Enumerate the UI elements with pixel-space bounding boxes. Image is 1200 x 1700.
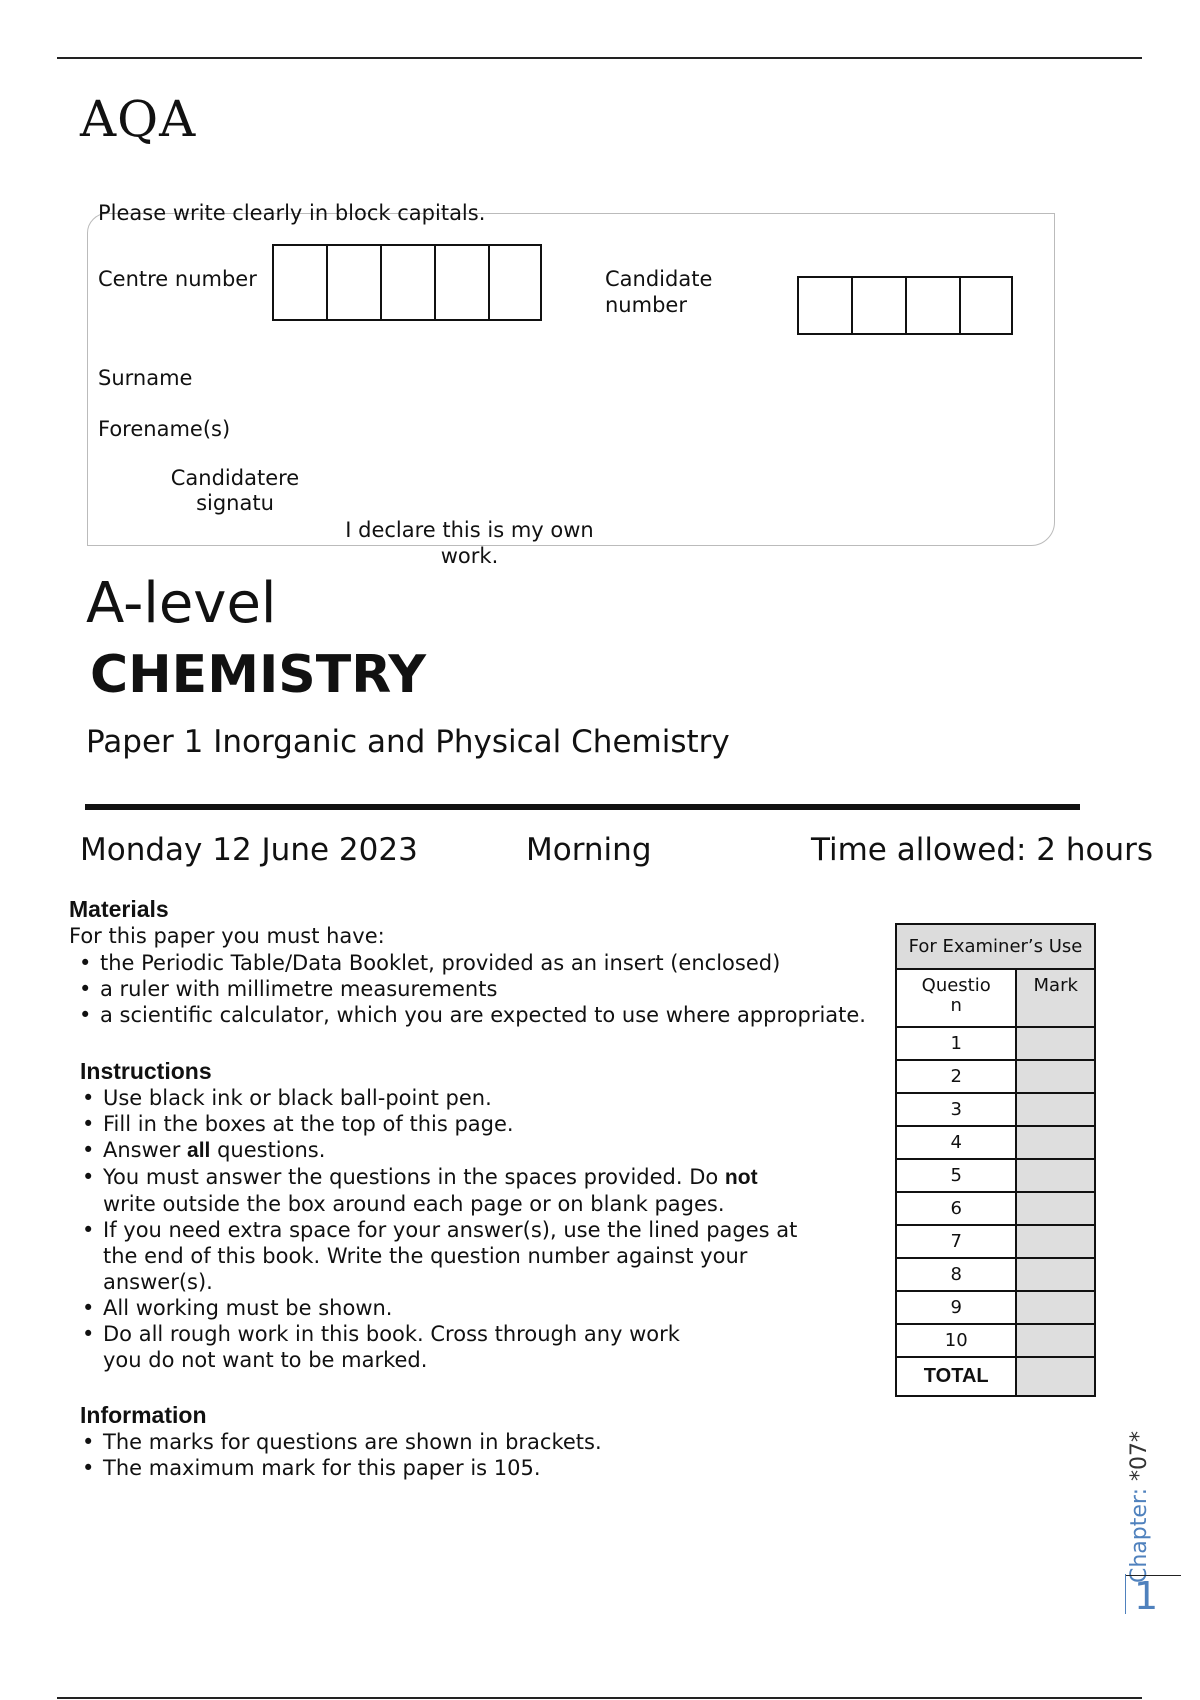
chapter-code: *07* (1127, 1431, 1152, 1489)
examiner-use-table (895, 923, 1096, 1397)
instruction-text: You must answer the questions in the spaces provided. Do (103, 1165, 725, 1189)
instruction-item: • Use black ink or black ball-point pen. (80, 1085, 880, 1111)
information-list (80, 1429, 880, 1481)
instruction-text: questions. (210, 1138, 326, 1162)
centre-number-digit-box[interactable] (380, 244, 434, 321)
information-item: • The maximum mark for this paper is 105. (80, 1455, 880, 1481)
mark-cell (1016, 1324, 1095, 1357)
centre-number-boxes (272, 244, 542, 321)
materials-list (77, 950, 929, 1028)
surname-label: Surname (98, 366, 193, 390)
candidate-number-digit-box[interactable] (797, 276, 851, 335)
instruction-text: the end of this book. Write the question number against your (103, 1244, 748, 1268)
information-heading: Information (80, 1402, 207, 1428)
total-label: TOTAL (896, 1357, 1016, 1396)
examiner-table-title: For Examiner’s Use (896, 924, 1095, 969)
instruction-item (80, 1164, 880, 1217)
candidate-number-digit-box[interactable] (851, 276, 905, 335)
materials-item: • the Periodic Table/Data Booklet, provided as an insert (enclosed) (77, 950, 929, 976)
declaration-text (332, 517, 607, 569)
chapter-tab-text (1127, 1431, 1152, 1583)
question-number: 9 (896, 1291, 1016, 1324)
candidate-number-label (605, 266, 712, 318)
information-section (80, 1402, 880, 1481)
question-number: 8 (896, 1258, 1016, 1291)
materials-heading: Materials (69, 896, 169, 922)
signature-label-line1: Candidatere (170, 466, 300, 490)
question-number: 7 (896, 1225, 1016, 1258)
mark-cell (1016, 1093, 1095, 1126)
instruction-text: you do not want to be marked. (103, 1348, 428, 1372)
top-rule (57, 57, 1142, 59)
centre-number-digit-box[interactable] (326, 244, 380, 321)
instruction-item (80, 1217, 880, 1295)
instruction-text: write outside the box around each page or on blank pages. (103, 1192, 725, 1216)
mark-cell (1016, 1291, 1095, 1324)
centre-number-digit-box[interactable] (272, 244, 326, 321)
mark-cell (1016, 1225, 1095, 1258)
question-number: 1 (896, 1027, 1016, 1060)
instructions-section (80, 1058, 880, 1373)
candidate-signature-label (155, 466, 315, 516)
materials-section (69, 896, 929, 1028)
centre-number-digit-box[interactable] (434, 244, 488, 321)
paper-title: Paper 1 Inorganic and Physical Chemistry (86, 724, 730, 760)
title-divider (85, 804, 1080, 810)
candidate-number-digit-box[interactable] (959, 276, 1013, 335)
mark-cell (1016, 1060, 1095, 1093)
question-number: 4 (896, 1126, 1016, 1159)
materials-intro: For this paper you must have: (69, 924, 385, 948)
instructions-heading: Instructions (80, 1058, 212, 1084)
centre-number-digit-box[interactable] (488, 244, 542, 321)
question-column-header (896, 969, 1016, 1027)
exam-session: Morning (526, 832, 652, 868)
total-mark-cell (1016, 1357, 1095, 1396)
mark-cell (1016, 1159, 1095, 1192)
declaration-line2: work. (440, 544, 499, 568)
centre-number-label: Centre number (98, 267, 257, 291)
subject-title: CHEMISTRY (90, 645, 427, 705)
aqa-logo: AQA (80, 90, 197, 148)
candidate-number-boxes (797, 276, 1013, 335)
chapter-label: Chapter: (1127, 1488, 1152, 1583)
signature-label-line2: signatu (196, 491, 274, 515)
declaration-line1: I declare this is my own (345, 518, 594, 542)
instruction-text: Answer (103, 1138, 188, 1162)
mark-column-header: Mark (1016, 969, 1095, 1027)
instruction-item: • All working must be shown. (80, 1295, 880, 1321)
instruction-emphasis: all (187, 1139, 211, 1162)
instruction-item (80, 1137, 880, 1164)
mark-cell (1016, 1192, 1095, 1225)
question-header-line2: n (950, 995, 962, 1016)
qualification-level: A-level (86, 571, 277, 636)
mark-cell (1016, 1126, 1095, 1159)
bottom-rule (57, 1697, 1142, 1699)
question-number: 2 (896, 1060, 1016, 1093)
question-number: 3 (896, 1093, 1016, 1126)
candidate-number-digit-box[interactable] (905, 276, 959, 335)
materials-item: • a scientific calculator, which you are expected to use where appropriate. (77, 1002, 929, 1028)
instruction-item (80, 1321, 880, 1373)
forenames-label: Forename(s) (98, 417, 231, 441)
question-number: 6 (896, 1192, 1016, 1225)
chapter-number: 1 (1134, 1574, 1159, 1618)
candidate-number-label-line1: Candidate (605, 267, 713, 291)
time-allowed: Time allowed: 2 hours (811, 832, 1154, 868)
instruction-emphasis: not (724, 1166, 758, 1189)
instruction-text: If you need extra space for your answer(s), use the lined pages at (103, 1218, 798, 1242)
exam-date: Monday 12 June 2023 (80, 832, 418, 868)
materials-item: • a ruler with millimetre measurements (77, 976, 929, 1002)
mark-cell (1016, 1258, 1095, 1291)
block-capitals-instruction: Please write clearly in block capitals. (98, 201, 486, 225)
chapter-tab-divider (1125, 1574, 1126, 1614)
instruction-text: answer(s). (103, 1270, 213, 1294)
information-item: • The marks for questions are shown in brackets. (80, 1429, 880, 1455)
question-header-line1: Questio (921, 975, 991, 996)
candidate-number-label-line2: number (605, 293, 687, 317)
question-number: 5 (896, 1159, 1016, 1192)
question-number: 10 (896, 1324, 1016, 1357)
instruction-text: Do all rough work in this book. Cross through any work (103, 1322, 680, 1346)
mark-cell (1016, 1027, 1095, 1060)
instructions-list (80, 1085, 880, 1373)
instruction-item: • Fill in the boxes at the top of this page. (80, 1111, 880, 1137)
